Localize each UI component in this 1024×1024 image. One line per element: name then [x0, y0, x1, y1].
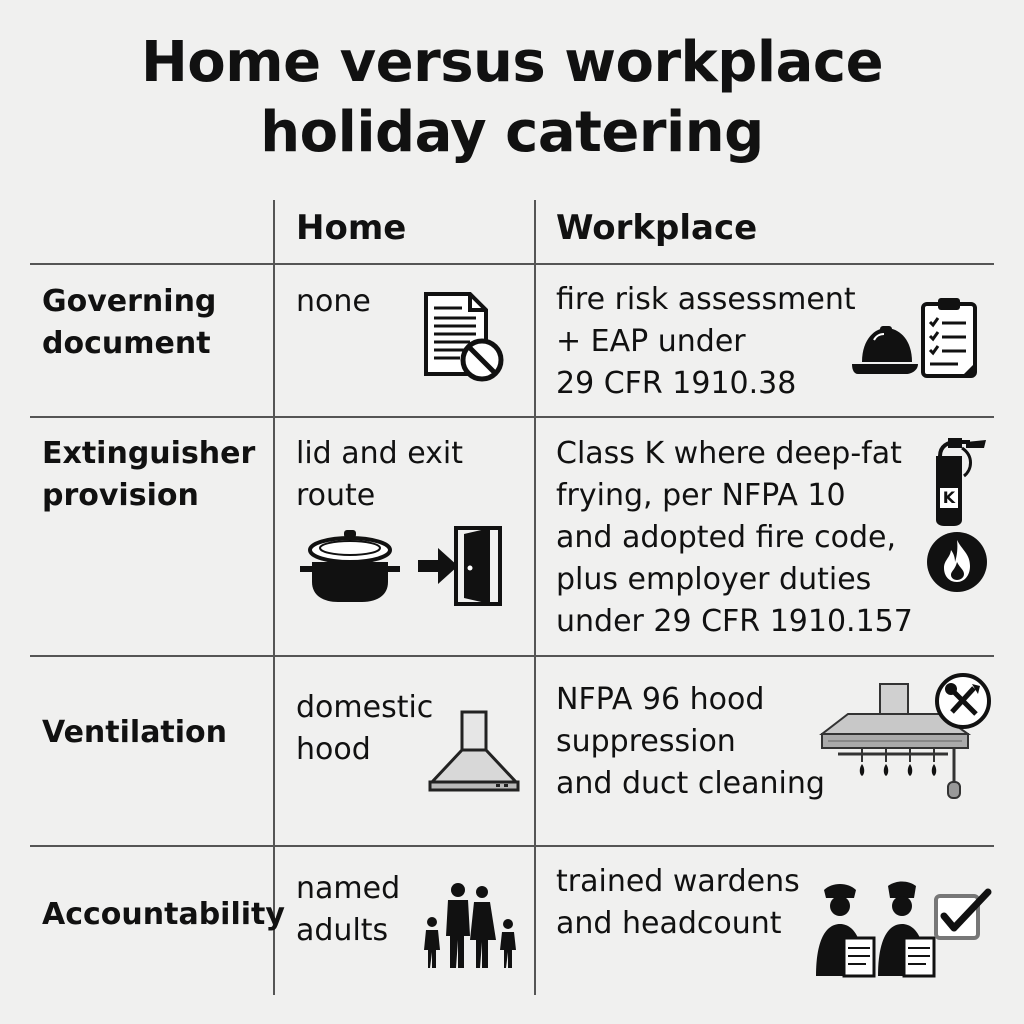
cell-line: under 29 CFR 1910.157 [556, 604, 913, 639]
workplace-cell-ventilation [556, 679, 825, 805]
class-k-extinguisher-icon [922, 436, 990, 528]
row-label-line: Ventilation [42, 715, 228, 750]
cell-line: Class K where deep-fat [556, 436, 902, 471]
cell-line: and adopted fire code, [556, 520, 897, 555]
cell-line: route [296, 478, 376, 513]
row-label-ventilation [42, 712, 227, 754]
cell-line: none [296, 284, 371, 319]
column-divider-home [273, 200, 275, 995]
exit-door-icon [416, 524, 504, 608]
cell-line: and headcount [556, 906, 782, 941]
row-label-line: Accountability [42, 897, 285, 932]
fire-icon [924, 530, 990, 594]
column-header-home: Home [296, 208, 407, 248]
cell-line: domestic [296, 690, 434, 725]
pot-with-lid-icon [296, 526, 404, 606]
cell-line: adults [296, 913, 389, 948]
home-cell-governing-document [296, 281, 371, 323]
row-label-accountability [42, 894, 285, 936]
home-cell-ventilation [296, 687, 433, 771]
cell-line: and duct cleaning [556, 766, 825, 801]
row-divider-1 [30, 416, 994, 418]
cell-line: trained wardens [556, 864, 800, 899]
row-label-governing-document [42, 281, 216, 365]
row-divider-header [30, 263, 994, 265]
cell-line: frying, per NFPA 10 [556, 478, 846, 513]
class-k-label: K [942, 488, 956, 507]
fire-wardens-icon [808, 880, 940, 980]
family-icon [420, 880, 520, 970]
home-cell-accountability [296, 868, 400, 952]
page-title [0, 28, 1024, 168]
row-label-line: provision [42, 478, 199, 513]
column-divider-workplace [534, 200, 536, 995]
row-label-line: Governing [42, 284, 217, 319]
workplace-cell-accountability [556, 861, 800, 945]
title-line-2: holiday catering [260, 100, 764, 165]
title-line-1: Home versus workplace [140, 30, 884, 95]
row-label-line: Extinguisher [42, 436, 256, 471]
document-prohibited-icon [420, 290, 510, 386]
row-divider-3 [30, 845, 994, 847]
row-label-extinguisher-provision [42, 433, 255, 517]
maintenance-tools-icon [934, 672, 992, 730]
cell-line: 29 CFR 1910.38 [556, 366, 797, 401]
cell-line: NFPA 96 hood [556, 682, 765, 717]
cell-line: fire risk assessment [556, 282, 856, 317]
row-label-line: document [42, 326, 211, 361]
cell-line: named [296, 871, 401, 906]
cell-line: + EAP under [556, 324, 746, 359]
checkbox-checked-icon [932, 886, 994, 944]
workplace-cell-governing-document [556, 279, 856, 405]
range-hood-icon [426, 710, 522, 794]
cell-line: hood [296, 732, 371, 767]
column-header-workplace: Workplace [556, 208, 758, 248]
home-cell-extinguisher-provision [296, 433, 463, 517]
hard-hat-icon [850, 320, 920, 380]
row-divider-2 [30, 655, 994, 657]
workplace-cell-extinguisher-provision [556, 433, 913, 643]
cell-line: suppression [556, 724, 736, 759]
cell-line: plus employer duties [556, 562, 872, 597]
cell-line: lid and exit [296, 436, 464, 471]
checklist-clipboard-icon [918, 296, 982, 382]
